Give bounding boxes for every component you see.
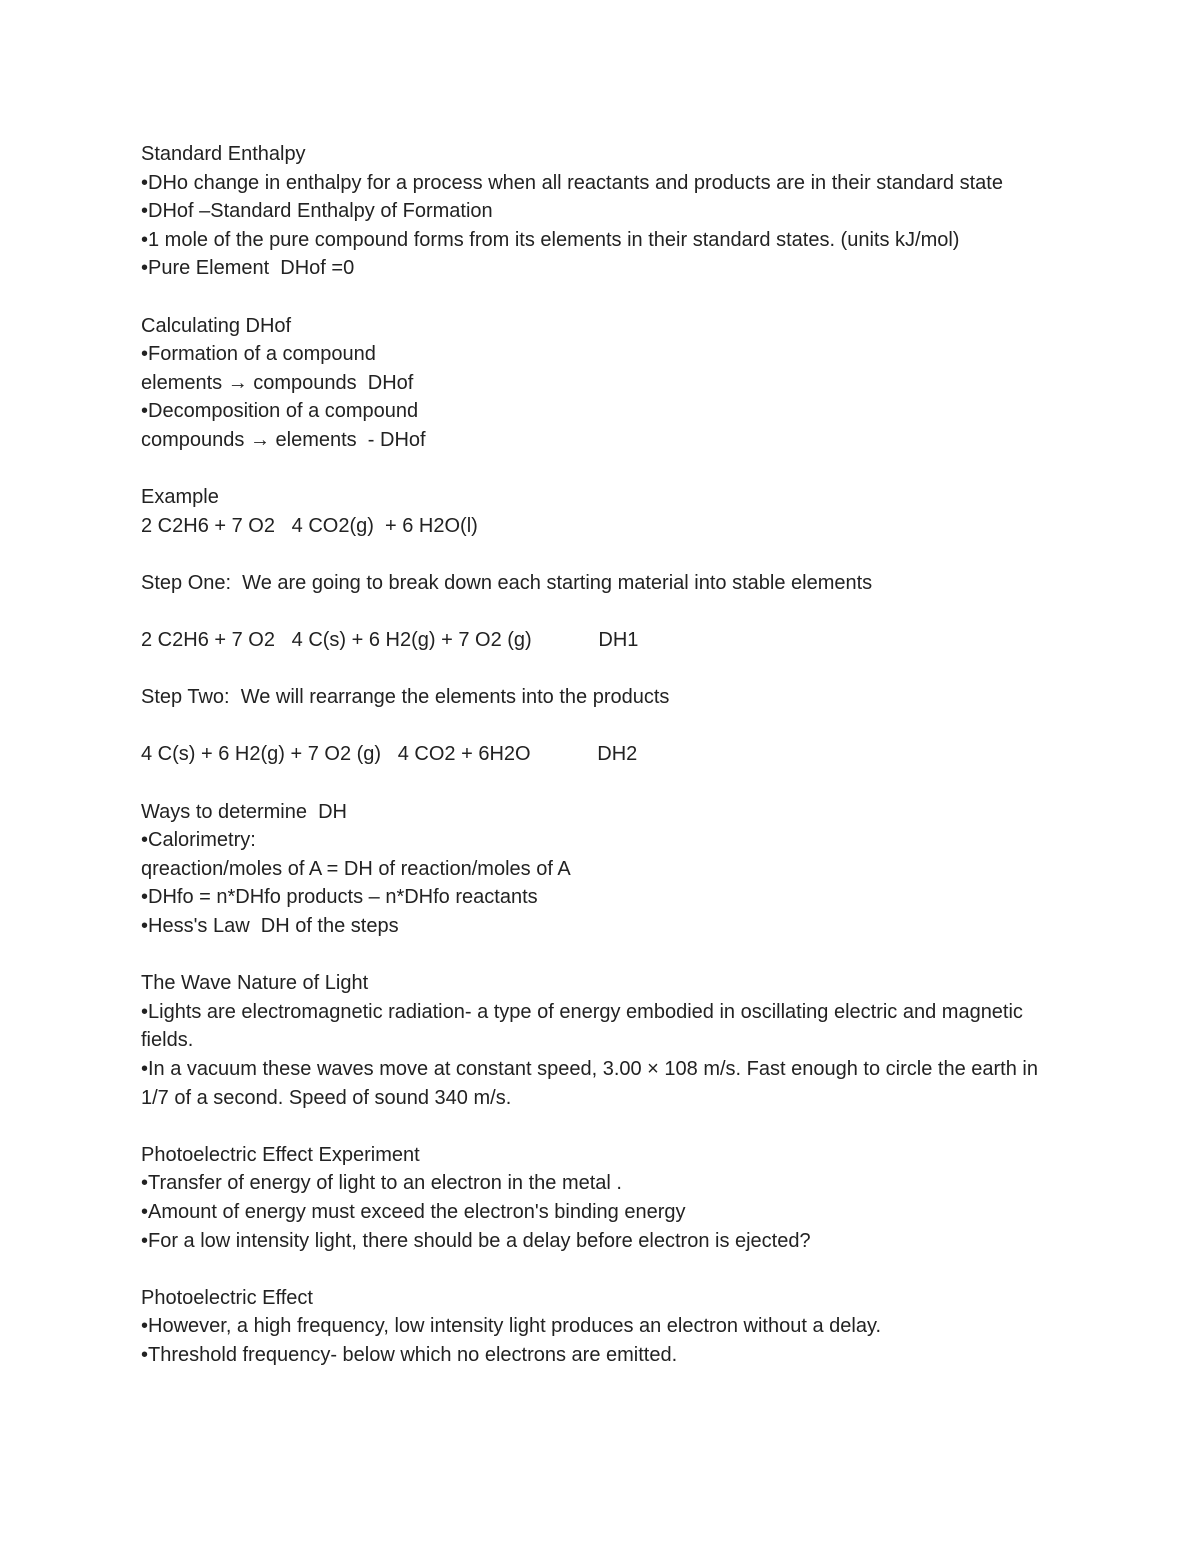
section-photoelectric-effect <box>141 1284 1061 1370</box>
spacer <box>141 598 1061 627</box>
heading-example: Example <box>141 486 219 509</box>
heading-photoelectric-experiment: Photoelectric Effect Experiment <box>141 1143 420 1166</box>
section-photoelectric-experiment <box>141 1141 1061 1255</box>
spacer <box>141 1255 1061 1284</box>
spacer <box>141 655 1061 684</box>
decomposition-equation: compounds → elements - DHof <box>141 428 426 451</box>
bullet-dhfo-formula: •DHfo = n*DHfo products – n*DHfo reactants <box>141 886 538 909</box>
bullet-decomposition: •Decomposition of a compound <box>141 400 419 423</box>
spacer <box>141 712 1061 741</box>
bullet-vacuum-speed: •In a vacuum these waves move at constant speed, 3.00 × 108 m/s. Fast enough to circle the earth in 1/7 of a second. Speed of sound 340 m/s. <box>141 1058 1038 1109</box>
section-step-one-equation <box>141 626 1061 655</box>
calorimetry-formula: qreaction/moles of A = DH of reaction/moles of A <box>141 857 571 880</box>
section-calculating-dhof <box>141 312 1061 455</box>
bullet-binding-energy: •Amount of energy must exceed the electron's binding energy <box>141 1200 686 1223</box>
step-two-equation: 4 C(s) + 6 H2(g) + 7 O2 (g) 4 CO2 + 6H2O DH2 <box>141 743 638 766</box>
section-step-two-equation <box>141 740 1061 769</box>
heading-calculating-dhof: Calculating DHof <box>141 314 292 337</box>
spacer <box>141 540 1061 569</box>
bullet-low-intensity-delay: •For a low intensity light, there should be a delay before electron is ejected? <box>141 1229 811 1252</box>
bullet-electromagnetic-radiation: •Lights are electromagnetic radiation- a type of energy embodied in oscillating electric and magnetic fields. <box>141 1000 1023 1052</box>
bullet-dhof-definition: •DHof –Standard Enthalpy of Formation <box>141 200 493 223</box>
section-step-one <box>141 569 1061 598</box>
spacer <box>141 941 1061 970</box>
formation-equation: elements → compounds DHof <box>141 371 414 394</box>
step-one-equation: 2 C2H6 + 7 O2 4 C(s) + 6 H2(g) + 7 O2 (g) DH1 <box>141 629 639 652</box>
bullet-calorimetry: •Calorimetry: <box>141 829 256 852</box>
spacer <box>141 769 1061 798</box>
heading-ways-to-determine-dh: Ways to determine DH <box>141 800 347 823</box>
bullet-threshold-frequency: •Threshold frequency- below which no electrons are emitted. <box>141 1343 678 1366</box>
bullet-pure-element: •Pure Element DHof =0 <box>141 257 355 280</box>
step-two-text: Step Two: We will rearrange the elements into the products <box>141 686 670 709</box>
example-equation: 2 C2H6 + 7 O2 4 CO2(g) + 6 H2O(l) <box>141 514 478 537</box>
heading-photoelectric-effect: Photoelectric Effect <box>141 1286 313 1309</box>
spacer <box>141 283 1061 312</box>
spacer <box>141 455 1061 484</box>
section-standard-enthalpy <box>141 140 1061 283</box>
spacer <box>141 1112 1061 1141</box>
bullet-high-frequency: •However, a high frequency, low intensity light produces an electron without a delay. <box>141 1315 882 1338</box>
section-wave-nature-of-light <box>141 969 1061 1112</box>
heading-wave-nature-of-light: The Wave Nature of Light <box>141 972 369 995</box>
bullet-hess-law: •Hess's Law DH of the steps <box>141 915 399 938</box>
section-example <box>141 483 1061 540</box>
document-page <box>141 140 1061 1370</box>
step-one-text: Step One: We are going to break down each starting material into stable elements <box>141 571 873 594</box>
section-ways-to-determine-dh <box>141 798 1061 941</box>
bullet-one-mole-compound: •1 mole of the pure compound forms from its elements in their standard states. (units kJ/mol) <box>141 228 960 251</box>
section-step-two <box>141 683 1061 712</box>
bullet-dho-definition: •DHo change in enthalpy for a process when all reactants and products are in their standard state <box>141 171 1003 194</box>
bullet-formation: •Formation of a compound <box>141 343 376 366</box>
heading-standard-enthalpy: Standard Enthalpy <box>141 143 306 165</box>
bullet-energy-transfer: •Transfer of energy of light to an electron in the metal . <box>141 1172 622 1195</box>
